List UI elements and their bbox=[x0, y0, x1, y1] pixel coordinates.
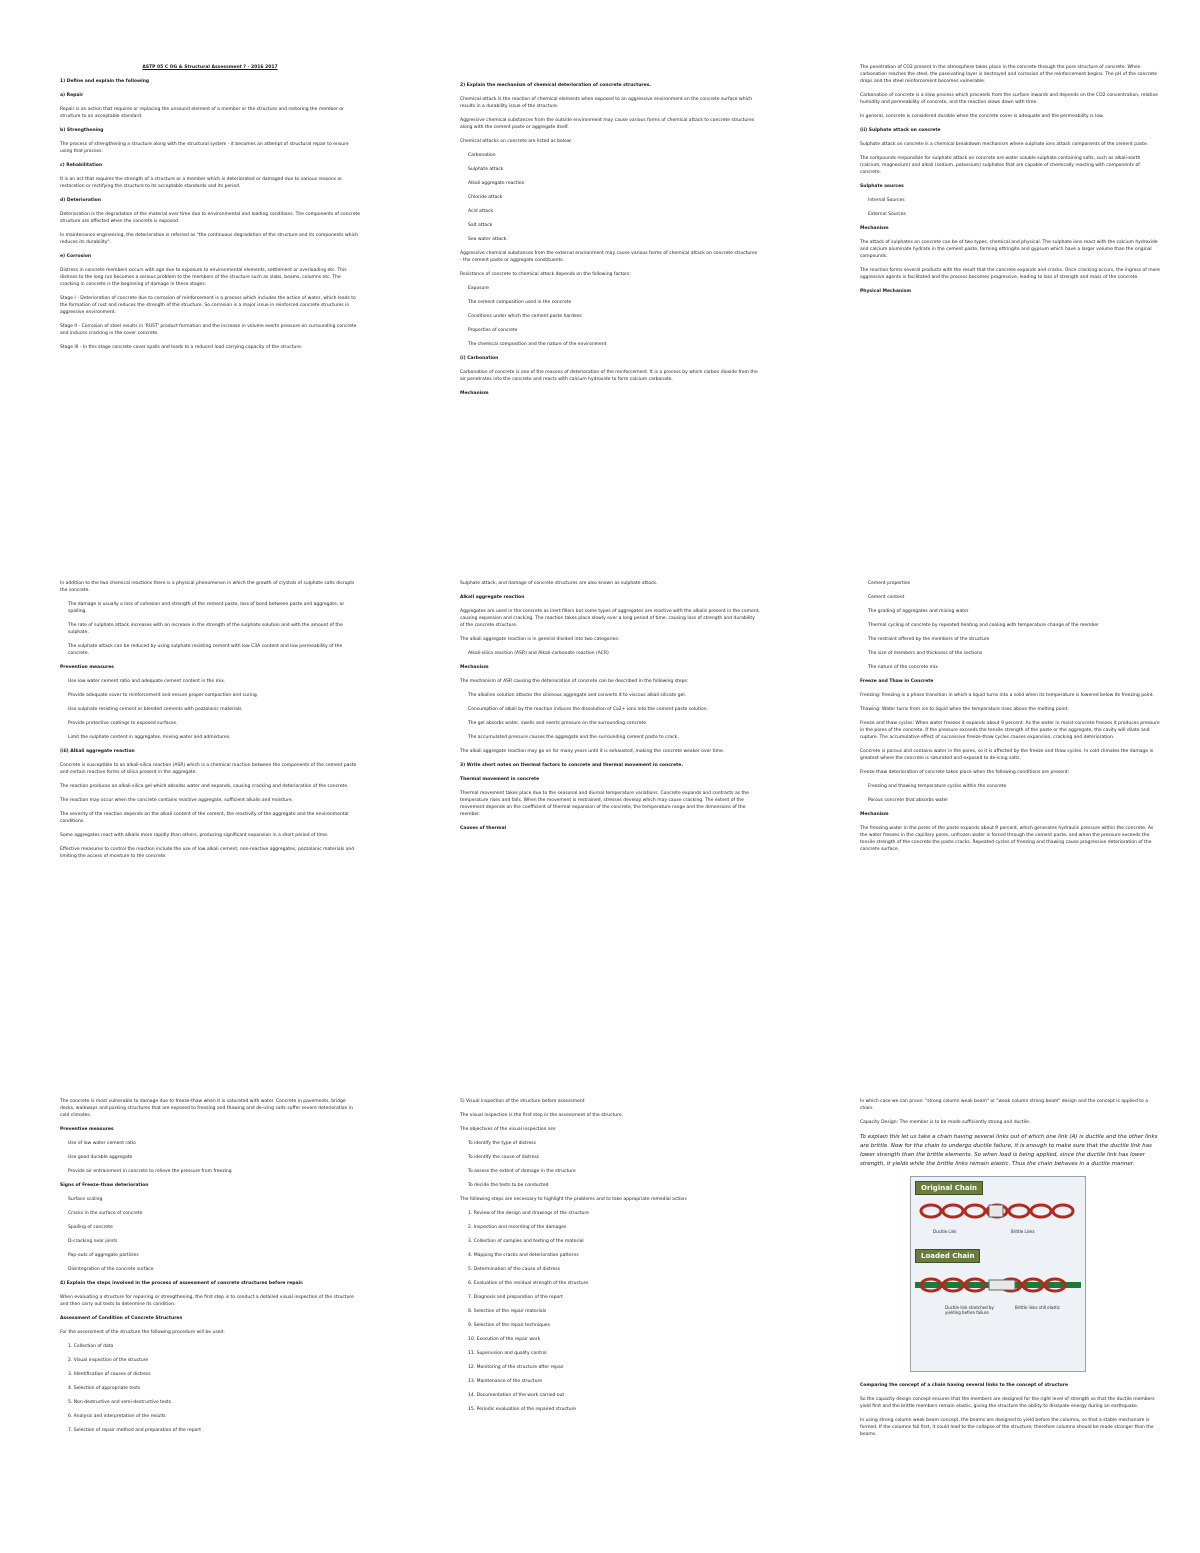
list-item: 12. Monitoring of the structure after repair bbox=[468, 1365, 564, 1370]
list-item: Spalling of concrete bbox=[68, 1225, 113, 1230]
paragraph: Sulphate attack on concrete is a chemical breakdown mechanism where sulphate ions attack components of the cement paste. bbox=[860, 142, 1149, 147]
paragraph: Distress in concrete members occurs with age due to exposure to environmental elements, settlement or overloading etc. This distress to the long run becomes a serious problem to the members of the structure such as slabs, beams, columns etc. The cracking in concrete is the beginning of damage in these stages. bbox=[60, 268, 347, 287]
paragraph: When evaluating a structure for repairing or strengthening, the first step is to conduct a detailed visual inspection of the structure and then carry out tests to determine its condition. bbox=[60, 1295, 354, 1307]
list-item: 6. Evaluation of the residual strength of the structure bbox=[468, 1281, 589, 1286]
paragraph: The reaction may occur when the concrete contains reactive aggregate, sufficient alkalis and moisture. bbox=[60, 798, 294, 803]
paragraph: The mechanism of ASR causing the deterioration of concrete can be described in the following steps: bbox=[460, 679, 689, 684]
document-page-1 bbox=[60, 64, 360, 358]
section-heading: (i) Carbonation bbox=[460, 356, 499, 361]
list-item: 7. Diagnosis and preparation of the report bbox=[468, 1295, 563, 1300]
paragraph: Some aggregates react with alkalis more rapidly than others, producing significant expansion in a short period of time. bbox=[60, 833, 329, 838]
paragraph: So the capacity design concept ensures that the members are designed for the right level of strength so that the ductile members yield first and the brittle members remain elastic, giving the structure the ability to dissipate energy during an earthquake. bbox=[860, 1397, 1155, 1409]
list-item: The chemical composition and the nature of the environment bbox=[468, 342, 607, 347]
section-heading: 3) Write short notes on thermal factors to concrete and thermal movement in concrete. bbox=[460, 763, 684, 768]
list-item: The size of members and thickness of the sections bbox=[868, 651, 983, 656]
list-item: Exposure bbox=[468, 286, 489, 291]
section-heading: e) Corrosion bbox=[60, 254, 92, 259]
section-heading: Sulphate sources bbox=[860, 184, 904, 189]
paragraph: Aggregates are used in the concrete as inert fillers but some types of aggregates are reactive with the alkalis present in the cement, causing expansion and cracking. The reaction takes place slowly over a long period of time, causing loss of strength and durability of the concrete structure. bbox=[460, 609, 760, 628]
list-item: Use sulphate resisting cement or blended cements with pozzolanic materials. bbox=[68, 707, 243, 712]
list-item: 1. Review of the design and drawings of the structure bbox=[468, 1211, 589, 1216]
paragraph: Repair is an action that requires or replacing the unsound element of a member or the structure and restoring the member or structure to an acceptable standard. bbox=[60, 107, 344, 119]
document-page-6 bbox=[860, 580, 1160, 860]
section-heading: (iii) Alkali aggregate reaction bbox=[60, 749, 135, 754]
paragraph: In which case we can prove: "strong column weak beam" or "weak column strong beam" design and the concept is applied to a chain. bbox=[860, 1099, 1148, 1111]
paragraph: Carbonation of concrete is a slow process which proceeds from the surface inwards and depends on the CO2 concentration, relative humidity and permeability of concrete, and the reaction slows down with time. bbox=[860, 93, 1158, 105]
list-item: 4. Selection of appropriate tests bbox=[68, 1386, 141, 1391]
list-item: Cement properties bbox=[868, 581, 911, 586]
section-heading: Alkali aggregate reaction bbox=[460, 595, 525, 600]
list-item: Surface scaling bbox=[68, 1197, 103, 1202]
paragraph: The concrete is most vulnerable to damage due to freeze-thaw when it is saturated with water. Concrete in pavements, bridge decks, walkways and parking structures that are exposed to freezing and thawing and de-icing salts suffer severe deterioration in cold climates. bbox=[60, 1099, 353, 1118]
list-item: To assess the extent of damage in the structure bbox=[468, 1169, 576, 1174]
list-item: To identify the type of distress bbox=[468, 1141, 536, 1146]
paragraph: The freezing water in the pores of the paste expands about 9 percent, which generates hydraulic pressure within the concrete. As the water freezes in the capillary pores, unfrozen water is forced through the cement paste, and when the pressure exceeds the tensile strength of the concrete the paste cracks. Repeated cycles of freezing and thawing cause progressive deterioration of the concrete surface. bbox=[860, 826, 1154, 852]
list-item: To decide the tests to be conducted bbox=[468, 1183, 549, 1188]
section-heading: Assessment of Condition of Concrete Structures bbox=[60, 1316, 183, 1321]
section-heading: Freeze and Thaw in Concrete bbox=[860, 679, 934, 684]
paragraph: The penetration of CO2 present in the atmosphere takes place in the concrete through the pore structure of concrete. When carbonation reaches the steel, the passivating layer is destroyed and corrosion of the reinforcement begins. The pH of the concrete drops and the steel reinforcement becomes vulnerable. bbox=[860, 65, 1157, 84]
paragraph: Deterioration is the degradation of the material over time due to environmental and loading conditions. The components of concrete structure are affected when the concrete is exposed. bbox=[60, 212, 361, 224]
paragraph: The attack of sulphates on concrete can be of two types, chemical and physical. The sulphate ions react with the calcium hydroxide and calcium aluminate hydrate in the cement paste, forming ettringite and gypsum which have a larger volume than the original compounds. bbox=[860, 240, 1158, 259]
document-page-2 bbox=[460, 82, 760, 404]
section-heading: Comparing the concept of a chain having several links to the concept of structure bbox=[860, 1383, 1069, 1388]
list-item: Pop-outs of aggregate particles bbox=[68, 1253, 139, 1258]
list-item: The accumulated pressure causes the aggregate and the surrounding cement paste to crack. bbox=[468, 735, 679, 740]
list-item: 14. Documentation of the work carried out bbox=[468, 1393, 565, 1398]
paragraph: Sulphate attack, and damage of concrete structures are also known as sulphate attack. bbox=[460, 581, 658, 586]
list-item: 10. Execution of the repair work bbox=[468, 1337, 541, 1342]
paragraph: Capacity Design: The member is to be made sufficiently strong and ductile. bbox=[860, 1120, 1031, 1125]
list-item: 6. Analysis and interpretation of the results bbox=[68, 1414, 166, 1419]
list-item: The restraint offered by the members of the structure bbox=[868, 637, 990, 642]
list-item: The alkaline solution attacks the siliceous aggregate and converts it to viscous alkali silicate gel. bbox=[468, 693, 687, 698]
paragraph: In maintenance engineering, the deterioration is referred as "the continuous degradation of the structure and its components which reduces its durability". bbox=[60, 233, 359, 245]
paragraph: The alkali aggregate reaction may go on for many years until it is exhausted, making the concrete weaker over time. bbox=[460, 749, 725, 754]
list-item: Provide protective coatings to exposed surfaces. bbox=[68, 721, 178, 726]
section-heading: 2) Explain the mechanism of chemical deterioration of concrete structures. bbox=[460, 83, 652, 88]
list-item: External Sources bbox=[868, 212, 906, 217]
brittle-note: Brittle links still elastic bbox=[1015, 1305, 1061, 1310]
section-heading: Mechanism bbox=[460, 391, 489, 396]
list-item: The cement composition used in the concrete bbox=[468, 300, 572, 305]
list-item: 3. Collection of samples and testing of the material bbox=[468, 1239, 584, 1244]
list-item: Limit the sulphate content in aggregates, mixing water and admixtures. bbox=[68, 735, 231, 740]
section-heading: Mechanism bbox=[460, 665, 489, 670]
document-page-7 bbox=[60, 1098, 360, 1441]
list-item: To identify the cause of distress bbox=[468, 1155, 540, 1160]
list-item: Chloride attack bbox=[468, 195, 503, 200]
list-item: Alkali-silica reaction (ASR) and Alkali-carbonate reaction (ACR) bbox=[468, 651, 609, 656]
section-heading: Preventive measures bbox=[60, 1127, 114, 1132]
section-heading: b) Strengthening bbox=[60, 128, 104, 133]
paragraph: Concrete is susceptible to an alkali-silica reaction (ASR) which is a chemical reaction between the components of the cement paste and certain reactive forms of silica present in the aggregate. bbox=[60, 763, 357, 775]
list-item: Thermal cycling of concrete by repeated heating and cooling with temperature change of the member bbox=[868, 623, 1100, 628]
list-item: Sea water attack bbox=[468, 237, 507, 242]
italic-paragraph: To explain this let us take a chain having several links out of which one link (A) is ductile and the other links are brittle. Now for the chain to undergo ductile failure, it is enough to make sure that the ductile link has lower strength than the brittle elements. So when load is being applied, since the ductile link has lower strength, it yields while the brittle links remain elastic. Thus the chain behaves in a ductile manner. bbox=[860, 1134, 1158, 1167]
loaded-chain-icon bbox=[919, 1275, 1077, 1295]
paragraph: The process of strengthening a structure along with the structural system - it becomes an attempt of structural repair to ensure using that process. bbox=[60, 142, 349, 154]
list-item: 2. Inspection and recording of the damages bbox=[468, 1225, 567, 1230]
paragraph: The visual inspection is the first step in the assessment of the structure. bbox=[460, 1113, 624, 1118]
brittle-links-label: Brittle Links bbox=[1011, 1229, 1035, 1234]
section-heading: d) Deterioration bbox=[60, 198, 101, 203]
paragraph: The reaction forms several products with the result that the concrete expands and cracks. Once cracking occurs, the ingress of more aggressive agents is facilitated and the process becomes progressive, leading to loss of strength and mass of the concrete. bbox=[860, 268, 1160, 280]
list-item: Salt attack bbox=[468, 223, 493, 228]
list-item: 8. Selection of the repair materials bbox=[468, 1309, 547, 1314]
paragraph: Freeze and thaw cycles: When water freezes it expands about 9 percent. As the water in moist concrete freezes it produces pressure in the pores of the concrete. If the pressure exceeds the tensile strength of the paste or the aggregate, the cavity will dilate and rupture. The accumulative effect of successive freeze-thaw cycles causes expansion, cracking and deterioration. bbox=[860, 721, 1160, 740]
section-heading: Mechanism bbox=[860, 812, 889, 817]
paragraph: For the assessment of the structure the following procedure will be used: bbox=[60, 1330, 225, 1335]
list-item: Sulphate attack bbox=[468, 167, 504, 172]
list-item: Internal Sources bbox=[868, 198, 905, 203]
paragraph: 5) Visual inspection of the structure before assessment bbox=[460, 1099, 585, 1104]
document-page-8 bbox=[460, 1098, 760, 1420]
section-heading: c) Rehabilitation bbox=[60, 163, 103, 168]
list-item: The sulphate attack can be reduced by using sulphate resisting cement with low C3A content and low permeability of the concrete. bbox=[68, 644, 343, 656]
list-item: 1. Collection of data bbox=[68, 1344, 114, 1349]
document-page-4 bbox=[60, 580, 360, 867]
original-chain-label: Original Chain bbox=[915, 1181, 983, 1195]
list-item: 3. Identification of causes of distress bbox=[68, 1372, 151, 1377]
paragraph: The following steps are necessary to highlight the problems and to take appropriate remedial action: bbox=[460, 1197, 688, 1202]
section-heading: Prevention measures bbox=[60, 665, 114, 670]
list-item: Properties of concrete bbox=[468, 328, 518, 333]
paragraph: Chemical attack is the reaction of chemical elements when exposed to an aggressive environment on the concrete surface which results in a durability issue of the structure. bbox=[460, 97, 753, 109]
document-page-5 bbox=[460, 580, 760, 839]
list-item: Provide air entrainment in concrete to relieve the pressure from freezing bbox=[68, 1169, 232, 1174]
paragraph: Thawing: Water turns from ice to liquid when the temperature rises above the melting point. bbox=[860, 707, 1069, 712]
paragraph: In general, concrete is considered durable when the concrete cover is adequate and the permeability is low. bbox=[860, 114, 1104, 119]
paragraph: Freeze thaw deterioration of concrete takes place when the following conditions are present: bbox=[860, 770, 1070, 775]
list-item: D-cracking near joints bbox=[68, 1239, 118, 1244]
list-item: 13. Maintenance of the structure bbox=[468, 1379, 543, 1384]
list-item: The grading of aggregates and mixing water bbox=[868, 609, 969, 614]
list-item: Alkali aggregate reaction bbox=[468, 181, 525, 186]
paragraph: Aggressive chemical substances from the external environment may cause various forms of chemical attack on concrete structures - the cement paste or aggregate constituents. bbox=[460, 251, 758, 263]
paragraph: Stage II - Corrosion of steel results in 'RUST' product formation and the increase in volume exerts pressure on surrounding concrete and induces cracking in the cover concrete. bbox=[60, 324, 357, 336]
list-item: 5. Non-destructive and semi-destructive tests bbox=[68, 1400, 172, 1405]
list-item: 5. Determination of the cause of distress bbox=[468, 1267, 560, 1272]
list-item: The rate of sulphate attack increases with an increase in the strength of the sulphate solution and with the amount of the sulphate. bbox=[68, 623, 343, 635]
paragraph: In addition to the two chemical reactions there is a physical phenomenon in which the growth of crystals of sulphate salts disrupts the concrete. bbox=[60, 581, 355, 593]
paragraph: Thermal movement takes place due to the seasonal and diurnal temperature variations. Concrete expands and contracts as the temperature rises and falls. When the movement is restrained, stresses develop which may cause cracking. The extent of the movement depends on the coefficient of thermal expansion of the concrete, the temperature range and the dimensions of the member. bbox=[460, 791, 749, 817]
section-heading: Signs of Freeze-thaw deterioration bbox=[60, 1183, 149, 1188]
list-item: Cement content bbox=[868, 595, 905, 600]
paragraph: Concrete is porous and contains water in the pores, so it is affected by the freeze and thaw cycles. In cold climates the damage is greatest where the concrete is saturated and exposed to de-icing salts. bbox=[860, 749, 1154, 761]
chain-figure bbox=[910, 1176, 1086, 1372]
list-item: Use of low water cement ratio bbox=[68, 1141, 136, 1146]
section-heading: Causes of thermal bbox=[460, 826, 507, 831]
section-heading: Physical Mechanism bbox=[860, 289, 912, 294]
list-item: Porous concrete that absorbs water bbox=[868, 798, 949, 803]
section-heading: Mechanism bbox=[860, 226, 889, 231]
original-chain-icon bbox=[919, 1201, 1077, 1221]
paragraph: The objectives of the visual inspection are: bbox=[460, 1127, 557, 1132]
list-item: 9. Selection of the repair techniques bbox=[468, 1323, 550, 1328]
paragraph: Resistance of concrete to chemical attack depends on the following factors: bbox=[460, 272, 631, 277]
list-item: Freezing and thawing temperature cycles within the concrete bbox=[868, 784, 1007, 789]
paragraph: The reaction produces an alkali-silica gel which absorbs water and expands, causing cracking and deterioration of the concrete. bbox=[60, 784, 349, 789]
list-item: The damage is usually a loss of cohesion and strength of the cement paste, loss of bond between paste and aggregate, or spalling. bbox=[68, 602, 345, 614]
paragraph: Freezing: freezing is a phase transition in which a liquid turns into a solid when its temperature is lowered below its freezing point. bbox=[860, 693, 1155, 698]
list-item: 7. Selection of repair method and preparation of the report bbox=[68, 1428, 202, 1433]
list-item: 15. Periodic evaluation of the repaired structure bbox=[468, 1407, 577, 1412]
list-item: Use good durable aggregate bbox=[68, 1155, 133, 1160]
loaded-chain-label: Loaded Chain bbox=[915, 1249, 980, 1263]
list-item: The nature of the concrete mix bbox=[868, 665, 938, 670]
section-heading: 1) Define and explain the following bbox=[60, 79, 150, 84]
ductile-link-label: Ductile Link bbox=[933, 1229, 957, 1234]
paragraph: Carbonation of concrete is one of the reasons of deterioration of the reinforcement. It is a process by which carbon dioxide from the air penetrates into the concrete and reacts with calcium hydroxide to form calcium carbonate. bbox=[460, 370, 758, 382]
paragraph: Stage III - In this stage concrete cover spalls and leads to a reduced load carrying capacity of the structure. bbox=[60, 345, 303, 350]
paragraph: It is an act that requires the strength of a structure or a member which is deteriorated or damaged due to various reasons or restoration or rectifying the structure to its acceptable standards and its period. bbox=[60, 177, 343, 189]
list-item: Consumption of alkali by the reaction induces the dissolution of Ca2+ ions into the cement paste solution. bbox=[468, 707, 708, 712]
document-title: ASTP 05 C OG & Structural Assessment ? - 2016 2017 bbox=[142, 65, 278, 70]
list-item: 11. Supervision and quality control bbox=[468, 1351, 547, 1356]
list-item: The gel absorbs water, swells and exerts pressure on the surrounding concrete. bbox=[468, 721, 648, 726]
paragraph: Stage I - Deterioration of concrete due to corrosion of reinforcement is a process which includes the action of water, which leads to the formation of rust and reduces the strength of the structure. So corrosion is a major issue in reinforced concrete structures in aggressive environment. bbox=[60, 296, 356, 315]
list-item: Conditions under which the cement paste hardens bbox=[468, 314, 582, 319]
list-item: Cracks in the surface of concrete bbox=[68, 1211, 143, 1216]
list-item: 4. Mapping the cracks and deterioration patterns bbox=[468, 1253, 579, 1258]
paragraph: The severity of the reaction depends on the alkali content of the cement, the reactivity of the aggregate and the environmental conditions. bbox=[60, 812, 349, 824]
list-item: 2. Visual inspection of the structure bbox=[68, 1358, 149, 1363]
section-heading: Thermal movement in concrete bbox=[460, 777, 540, 782]
document-page-9 bbox=[860, 1098, 1160, 1445]
paragraph: Effective measures to control the reaction include the use of low alkali cement, non-reactive aggregates, pozzolanic materials and limiting the access of moisture to the concrete. bbox=[60, 847, 355, 859]
paragraph: The compounds responsible for sulphate attack on concrete are water soluble sulphate containing salts, such as alkali-earth (calcium, magnesium) and alkali (sodium, potassium) sulphates that are capable of chemically reacting with components of concrete. bbox=[860, 156, 1141, 175]
section-heading: a) Repair bbox=[60, 93, 84, 98]
section-heading: 4) Explain the steps involved in the process of assessment of concrete structures before repair. bbox=[60, 1281, 304, 1286]
paragraph: The alkali aggregate reaction is in general divided into two categories: bbox=[460, 637, 620, 642]
paragraph: In using strong column weak beam concept, the beams are designed to yield before the columns, so that a stable mechanism is formed. If the columns fail first, it could lead to the collapse of the structure; therefore columns should be made stronger than the beams. bbox=[860, 1418, 1154, 1437]
list-item: Carbonation bbox=[468, 153, 496, 158]
ductile-note: Ductile link stretched by yielding before failure bbox=[945, 1305, 994, 1315]
list-item: Use low water cement ratio and adequate cement content in the mix. bbox=[68, 679, 226, 684]
list-item: Acid attack bbox=[468, 209, 494, 214]
document-page-3 bbox=[860, 64, 1160, 302]
list-item: Provide adequate cover to reinforcement and ensure proper compaction and curing. bbox=[68, 693, 259, 698]
section-heading: (ii) Sulphate attack on concrete bbox=[860, 128, 941, 133]
paragraph: Aggressive chemical substances from the outside environment may cause various forms of chemical attack to concrete structures along with the cement paste or aggregate itself. bbox=[460, 118, 755, 130]
list-item: Disintegration of the concrete surface bbox=[68, 1267, 154, 1272]
paragraph: Chemical attacks on concrete are listed as below: bbox=[460, 139, 572, 144]
